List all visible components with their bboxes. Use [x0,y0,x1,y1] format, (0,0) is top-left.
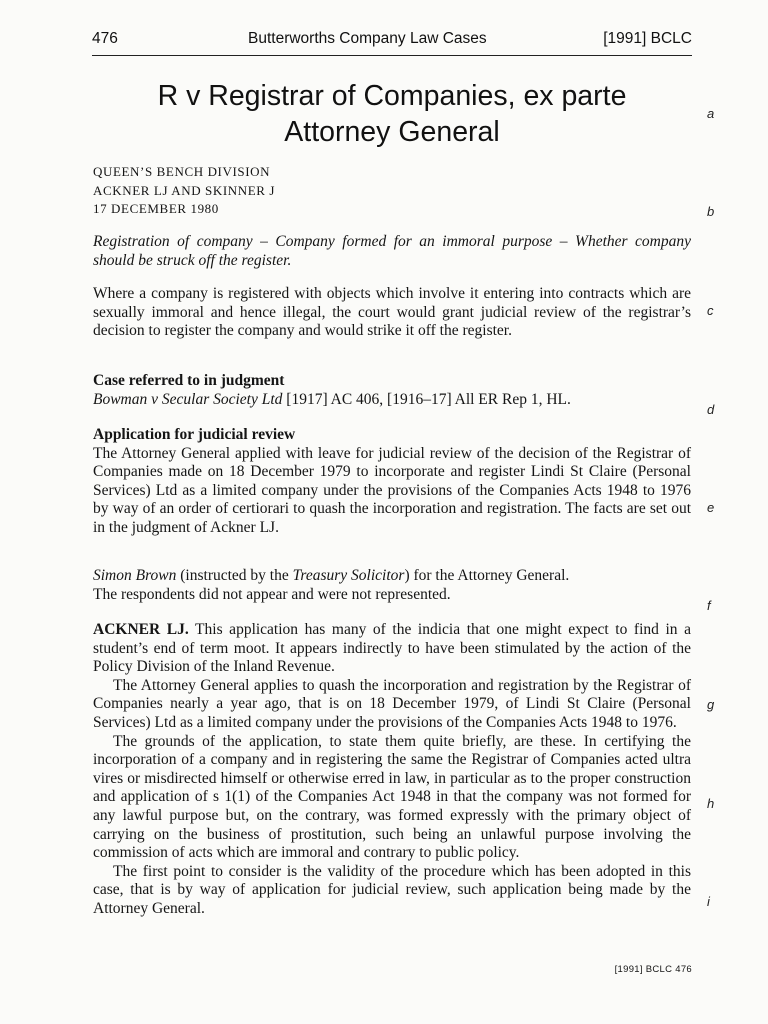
case-citation: [1917] AC 406, [1916–17] All ER Rep 1, HL. [282,390,571,408]
header-rule [92,55,692,56]
judgment-para-1: ACKNER LJ. This application has many of the indicia that one might expect to find in a student’s end of term moot. It appears indirectly to have been stimulated by the action of the Policy Division of the Inland Revenue. [93,621,691,676]
judgment [93,621,691,919]
judge-name: ACKNER LJ. [93,621,189,638]
margin-letter-i: i [707,894,710,909]
cases-referred-entry [93,391,691,410]
margin-letter-e: e [707,500,715,515]
judges: ACKNER LJ AND SKINNER J [93,182,276,198]
application-heading: Application for judicial review [93,426,296,443]
application-section [93,426,691,538]
running-header [92,30,692,58]
series-title: Butterworths Company Law Cases [248,30,487,47]
judgment-para-3: The grounds of the application, to state them quite briefly, are these. In certifying the incorporation of a company and in registering the same the Registrar of Companies acted ultra vires or misdirected himself or otherwise erred in law, in particular as to the proper construction and application of s 1(1) of the Companies Act 1948 in that the company was not formed for any lawful purpose but, on the contrary, was formed expressly with the primary object of carrying on the business of prostitution, such being an unlawful purpose involving the commission of acts which are immoral and contrary to public policy. [93,732,691,862]
respondents-note: The respondents did not appear and were not represented. [93,585,451,603]
court-division: QUEEN’S BENCH DIVISION [93,164,271,179]
page-number: 476 [92,30,118,47]
counsel-appearance: Simon Brown (instructed by the Treasury Solicitor) for the Attorney General. [93,567,570,584]
headnote: Where a company is registered with objects which involve it entering into contracts which are sexually immoral and hence illegal, the court would grant judicial review of the registrar’s decision to register the company and would strike it off the register. [93,285,691,340]
judgment-para-2: The Attorney General applies to quash the incorporation and registration by the Registrar of Companies nearly a year ago, that is on 18 December 1979, of Lindi St Claire (Personal Services) Ltd as a limited company under the provisions of the Companies Acts 1948 to 1976. [93,676,691,731]
case-title-line-2: Attorney General [284,116,500,148]
case-title [92,78,692,150]
margin-letter-f: f [707,598,711,613]
catchwords: Registration of company – Company formed for an immoral purpose – Whether company should be struck off the register. [93,233,691,269]
margin-letter-g: g [707,697,715,712]
judgment-para-4: The first point to consider is the validity of the procedure which has been adopted in this case, that is by way of application for judicial review, such application being made by the Attorney General. [93,862,691,917]
margin-letter-c: c [707,303,714,318]
cases-referred [93,372,691,409]
counsel [93,567,691,604]
footer-reference: [1991] BCLC 476 [614,964,692,975]
report-reference: [1991] BCLC [603,30,692,47]
margin-letter-b: b [707,204,715,219]
case-title-line-1: R v Registrar of Companies, ex parte [157,80,627,112]
judgment-date: 17 DECEMBER 1980 [93,201,219,216]
margin-letter-h: h [707,796,715,811]
application-text: The Attorney General applied with leave for judicial review of the decision of the Registrar of Companies made on 18 December 1979 to incorporate and register Lindi St Claire (Personal Services) Ltd as a limited company under the provisions of the Companies Acts 1948 to 1976 by way of an order of certiorari to quash the incorporation and registration. The facts are set out in the judgment of Ackner LJ. [93,444,691,536]
court-details [93,163,275,219]
cases-referred-heading: Case referred to in judgment [93,372,285,389]
counsel-name: Simon Brown [93,567,177,584]
case-name: Bowman v Secular Society Ltd [93,390,283,408]
solicitor-name: Treasury Solicitor [292,567,405,584]
margin-letter-d: d [707,402,715,417]
margin-letter-a: a [707,106,715,121]
